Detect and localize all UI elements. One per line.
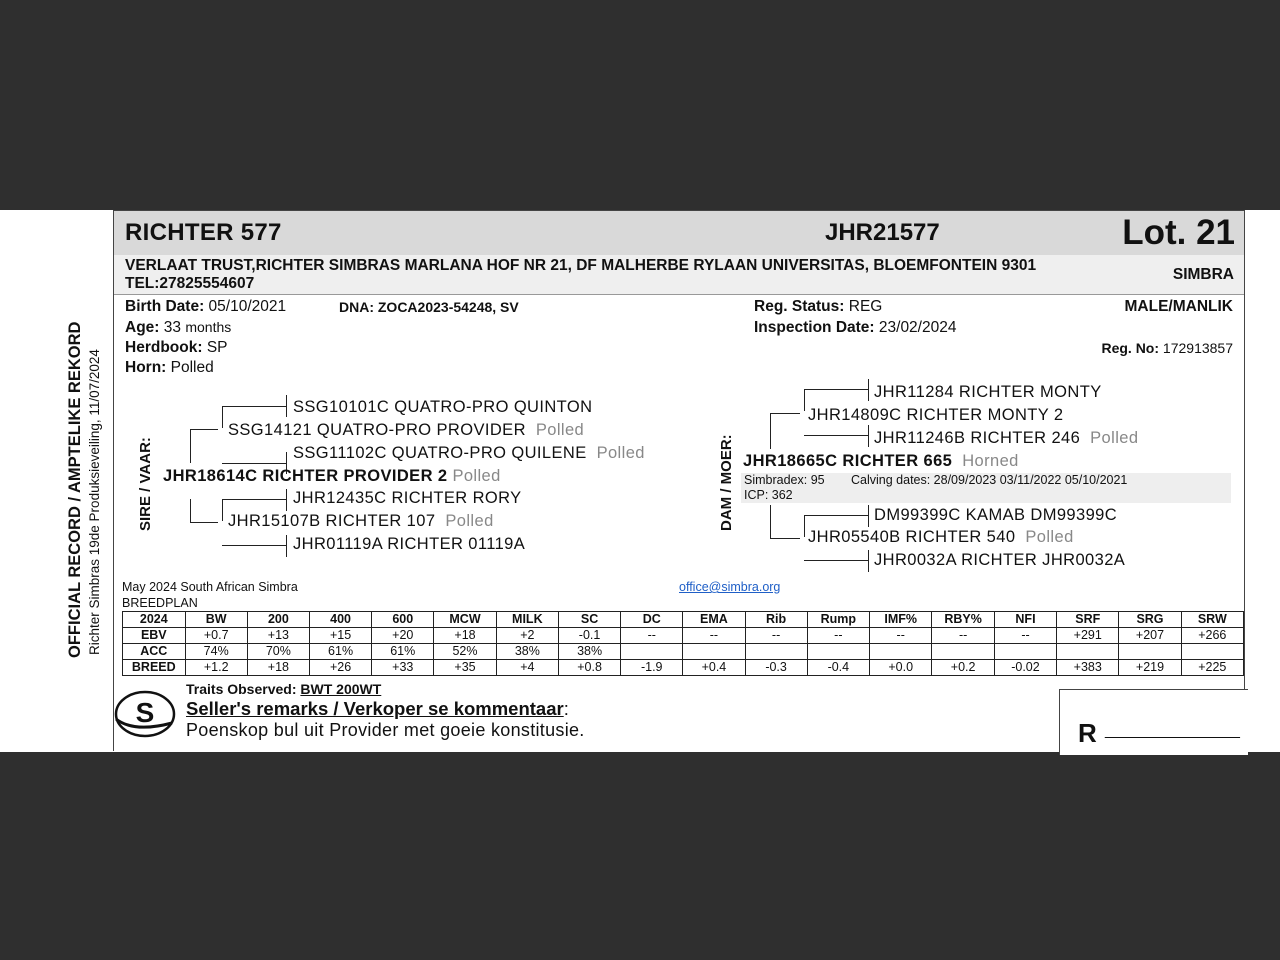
sire-dam: JHR15107B RICHTER 107 Polled [228, 512, 494, 530]
animal-id: JHR21577 [825, 219, 940, 246]
ebv-cell: +26 [309, 660, 371, 676]
price-currency: R [1078, 718, 1097, 748]
ebv-cell: +18 [434, 628, 496, 644]
traits-observed: Traits Observed: BWT 200WT [186, 681, 382, 697]
ebv-cell [870, 644, 932, 660]
owner-address: VERLAAT TRUST,RICHTER SIMBRAS MARLANA HOF NR 21, DF MALHERBE RYLAAN UNIVERSITAS, BLOEMFONTEIN 9301 TEL:27825554607 [125, 257, 1037, 292]
reg-number: Reg. No: 172913857 [1101, 340, 1233, 356]
ebv-cell [621, 644, 683, 660]
ebv-cell: -0.02 [994, 660, 1056, 676]
simbra-logo-icon [114, 689, 176, 739]
ebv-cell: EBV [123, 628, 186, 644]
ebv-header-cell: RBY% [932, 612, 994, 628]
sire-sire: SSG14121 QUATRO-PRO PROVIDER Polled [228, 421, 585, 439]
ebv-header-cell: SC [558, 612, 620, 628]
herdbook: Herdbook: SP [125, 339, 228, 356]
sire-name: JHR18614C RICHTER PROVIDER 2 Polled [163, 467, 501, 485]
ebv-cell: ACC [123, 644, 186, 660]
ebv-cell [745, 644, 807, 660]
ebv-cell: +35 [434, 660, 496, 676]
dna-info: DNA: ZOCA2023-54248, SV [339, 299, 519, 315]
ebv-header-row [123, 612, 1244, 628]
birth-date: Birth Date: 05/10/2021 [125, 298, 287, 315]
sire-sire-sire: SSG10101C QUATRO-PRO QUINTON [293, 398, 593, 416]
dam-stats [741, 473, 1231, 503]
ebv-cell: -- [807, 628, 869, 644]
ebv-cell: +15 [309, 628, 371, 644]
ebv-cell: +4 [496, 660, 558, 676]
ebv-header-cell: DC [621, 612, 683, 628]
sire-dam-dam: JHR01119A RICHTER 01119A [293, 535, 526, 553]
auction-subtitle: Richter Simbras 19de Produksieveiling, 11/07/2024 [87, 349, 102, 655]
ebv-cell: 61% [309, 644, 371, 660]
ebv-cell: 38% [558, 644, 620, 660]
ebv-cell: +0.0 [870, 660, 932, 676]
breed-label: SIMBRA [1172, 266, 1234, 283]
dam-dam: JHR05540B RICHTER 540 Polled [808, 528, 1074, 546]
ebv-header-cell: SRW [1181, 612, 1243, 628]
ebv-cell [1119, 644, 1181, 660]
ebv-cell: +13 [247, 628, 309, 644]
horn-status: Horn: Polled [125, 359, 214, 376]
price-box [1059, 689, 1248, 755]
ebv-table [122, 611, 1244, 676]
ebv-cell: BREED [123, 660, 186, 676]
dam-sire-dam: JHR11246B RICHTER 246 Polled [874, 429, 1139, 447]
ebv-row [123, 628, 1244, 644]
owner-bar [114, 255, 1244, 295]
lot-number: Lot. 21 [1122, 213, 1235, 252]
ebv-cell: +1.2 [185, 660, 247, 676]
ebv-cell: +291 [1057, 628, 1119, 644]
icp: ICP: 362 [744, 488, 793, 502]
breed-row [123, 660, 1244, 676]
ebv-cell: -- [745, 628, 807, 644]
ebv-cell [1181, 644, 1243, 660]
remarks-text: Poenskop bul uit Provider met goeie konstitusie. [186, 720, 585, 740]
sex-label: MALE/MANLIK [1124, 298, 1233, 315]
ebv-header-cell: MILK [496, 612, 558, 628]
ebv-cell: 70% [247, 644, 309, 660]
ebv-cell: +2 [496, 628, 558, 644]
svg-text:S: S [135, 697, 155, 728]
ebv-cell: -0.1 [558, 628, 620, 644]
ebv-cell [807, 644, 869, 660]
ebv-cell: -0.3 [745, 660, 807, 676]
ebv-cell: 74% [185, 644, 247, 660]
ebv-cell: +383 [1057, 660, 1119, 676]
ebv-cell: -- [621, 628, 683, 644]
inspection-date: Inspection Date: 23/02/2024 [754, 319, 957, 336]
ebv-header-cell: Rump [807, 612, 869, 628]
dam-name: JHR18665C RICHTER 665 Horned [743, 452, 1019, 470]
official-record-title: OFFICIAL RECORD / AMPTELIKE REKORD [66, 321, 84, 658]
ebv-cell: +0.2 [932, 660, 994, 676]
dam-sire-sire: JHR11284 RICHTER MONTY [874, 383, 1102, 401]
sire-sire-dam: SSG11102C QUATRO-PRO QUILENE Polled [293, 444, 645, 462]
ebv-cell: -- [870, 628, 932, 644]
ebv-cell: +0.8 [558, 660, 620, 676]
ebv-header-cell: SRG [1119, 612, 1181, 628]
ebv-header-cell: EMA [683, 612, 745, 628]
price-line[interactable]: ________________ [1105, 722, 1240, 739]
ebv-cell: -- [932, 628, 994, 644]
ebv-header-cell: SRF [1057, 612, 1119, 628]
ebv-cell: 52% [434, 644, 496, 660]
ebv-header-cell: 200 [247, 612, 309, 628]
ebv-cell: 61% [372, 644, 434, 660]
ebv-cell: -0.4 [807, 660, 869, 676]
ebv-cell: +225 [1181, 660, 1243, 676]
ebv-cell: -- [683, 628, 745, 644]
dam-dam-dam: JHR0032A RICHTER JHR0032A [874, 551, 1126, 569]
ebv-header-cell: BW [185, 612, 247, 628]
ebv-header-cell: NFI [994, 612, 1056, 628]
ebv-cell [683, 644, 745, 660]
sire-dam-sire: JHR12435C RICHTER RORY [293, 489, 522, 507]
remarks-heading: Seller's remarks / Verkoper se kommentaar: [186, 698, 569, 719]
animal-name: RICHTER 577 [125, 219, 282, 246]
ebv-header-cell: 400 [309, 612, 371, 628]
ebv-header-cell: MCW [434, 612, 496, 628]
dam-label: DAM / MOER: [718, 434, 735, 531]
ebv-cell: 38% [496, 644, 558, 660]
card-header [114, 211, 1244, 256]
email-link[interactable]: office@simbra.org [679, 580, 781, 594]
ebv-cell: +219 [1119, 660, 1181, 676]
age: Age: 33 months [125, 319, 232, 336]
ebv-cell [932, 644, 994, 660]
ebv-cell: +0.7 [185, 628, 247, 644]
ebv-cell: +20 [372, 628, 434, 644]
ebv-cell: +207 [1119, 628, 1181, 644]
ebv-cell [1057, 644, 1119, 660]
ebv-cell [994, 644, 1056, 660]
ebv-header-cell: 2024 [123, 612, 186, 628]
simbradex: Simbradex: 95 [744, 473, 825, 487]
sire-label: SIRE / VAAR: [137, 437, 154, 531]
breedplan-source: May 2024 South African Simbra [122, 580, 298, 594]
ebv-cell: -- [994, 628, 1056, 644]
ebv-cell: +0.4 [683, 660, 745, 676]
ebv-cell: -1.9 [621, 660, 683, 676]
ebv-header-cell: IMF% [870, 612, 932, 628]
acc-row [123, 644, 1244, 660]
calving-dates: Calving dates: 28/09/2023 03/11/2022 05/10/2021 [851, 473, 1128, 487]
breedplan-label: BREEDPLAN [122, 596, 198, 610]
animal-card [113, 210, 1245, 751]
ebv-cell: +33 [372, 660, 434, 676]
dam-dam-sire: DM99399C KAMAB DM99399C [874, 506, 1118, 524]
reg-status: Reg. Status: REG [754, 298, 883, 315]
ebv-header-cell: 600 [372, 612, 434, 628]
ebv-cell: +18 [247, 660, 309, 676]
dam-sire: JHR14809C RICHTER MONTY 2 [808, 406, 1064, 424]
ebv-header-cell: Rib [745, 612, 807, 628]
ebv-cell: +266 [1181, 628, 1243, 644]
